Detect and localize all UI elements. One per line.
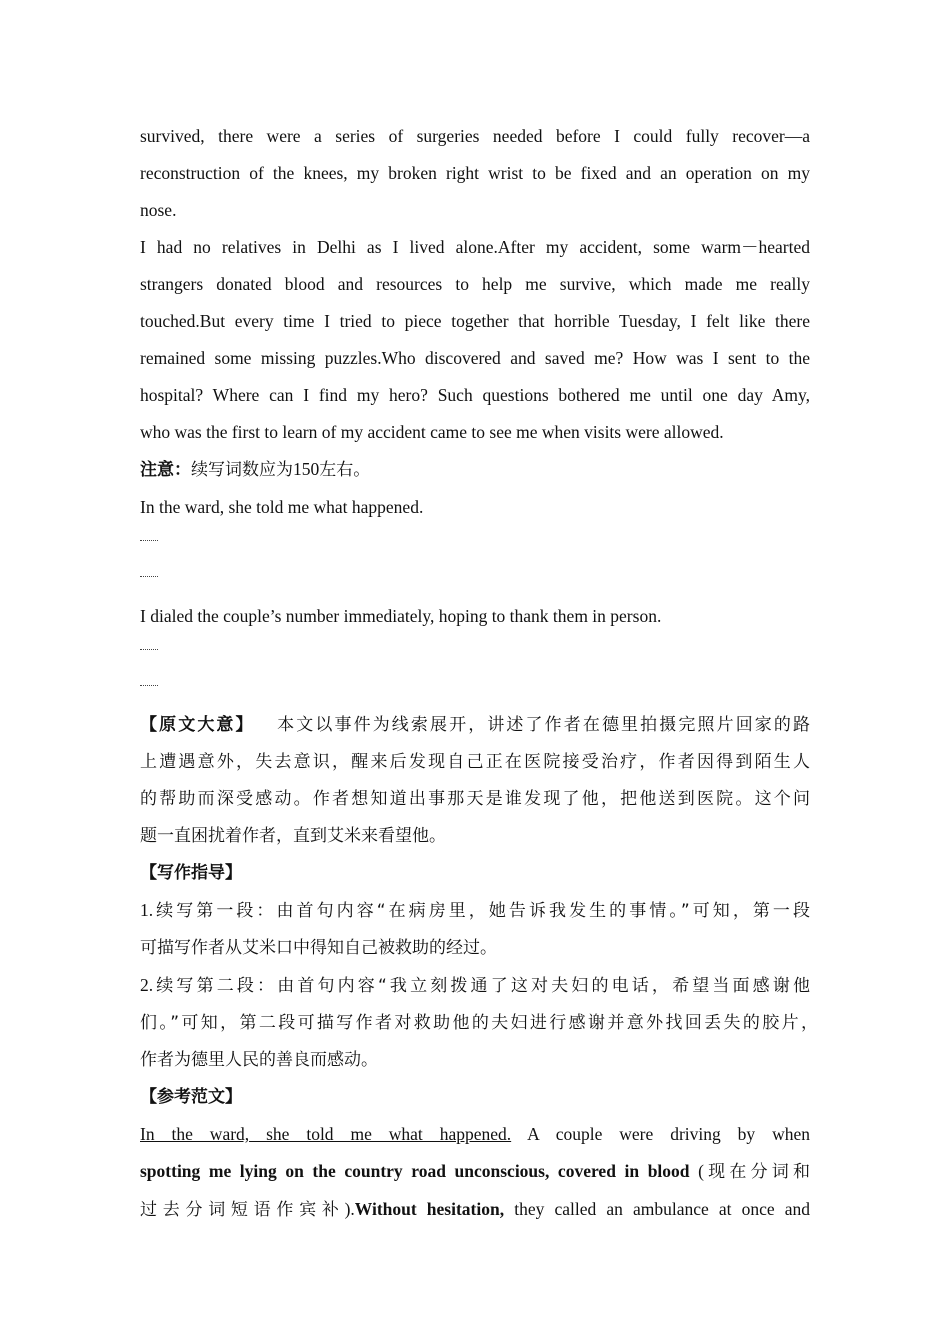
summary-section bbox=[140, 707, 810, 855]
summary-line: 上遭遇意外，失去意识，醒来后发现自己正在医院接受治疗，作者因得到陌生人 bbox=[140, 752, 810, 772]
prompt-second: I dialed the couple’s number immediately, hoping to thank them in person. bbox=[140, 606, 662, 626]
guide-heading: 【写作指导】 bbox=[140, 863, 242, 883]
answer-line-mark bbox=[140, 540, 158, 541]
guide-item-text: 续写第二段：由首句内容“我立刻拨通了这对夫妇的电话，希望当面感谢他 bbox=[153, 976, 810, 996]
answer-line-mark bbox=[140, 685, 158, 686]
text-line: nose. bbox=[140, 200, 177, 220]
note-label: 注意： bbox=[140, 460, 191, 480]
sample-line bbox=[140, 1191, 810, 1229]
sample-bold-phrase: spotting me lying on the country road unconscious, covered in blood bbox=[140, 1161, 690, 1181]
text-line: who was the first to learn of my accident came to see me when visits were allowed. bbox=[140, 422, 724, 442]
sample-line bbox=[140, 1153, 810, 1191]
story-paragraph-1 bbox=[140, 118, 810, 229]
prompt-first: In the ward, she told me what happened. bbox=[140, 497, 424, 517]
summary-line: 题一直困扰着作者，直到艾米来看望他。 bbox=[140, 826, 446, 846]
guide-item-2-line: 作者为德里人民的善良而感动。 bbox=[140, 1050, 378, 1070]
answer-line[interactable] bbox=[140, 671, 810, 707]
sample-heading: 【参考范文】 bbox=[140, 1087, 242, 1107]
guide-item-number: 2. bbox=[140, 975, 154, 995]
text-line: remained some missing puzzles.Who discovered and saved me? How was I sent to the bbox=[140, 348, 810, 368]
sample-text: they called an ambulance at once and bbox=[504, 1199, 810, 1219]
note-text-after: 左右。 bbox=[319, 460, 371, 480]
sample-annotation: 现在分词和 bbox=[703, 1162, 811, 1182]
sample-text: ( bbox=[689, 1161, 704, 1181]
text-line: survived, there were a series of surgeries needed before I could fully recover—a bbox=[140, 126, 810, 146]
answer-line[interactable] bbox=[140, 526, 810, 562]
story-paragraph-2 bbox=[140, 229, 810, 451]
answer-line-mark bbox=[140, 649, 158, 650]
document-page bbox=[140, 118, 818, 1229]
text-line: touched.But every time I tried to piece together that horrible Tuesday, I felt like there bbox=[140, 311, 810, 331]
guide-item-1-line bbox=[140, 892, 810, 930]
sample-text: ). bbox=[344, 1199, 355, 1219]
guide-item-text: 续写第一段：由首句内容“在病房里，她告诉我发生的事情。”可知，第一段 bbox=[153, 901, 810, 921]
summary-heading: 【原文大意】 bbox=[140, 715, 255, 735]
summary-line: 的帮助而深受感动。作者想知道出事那天是谁发现了他，把他送到医院。这个问 bbox=[140, 789, 810, 809]
guide-item-2-line bbox=[140, 967, 810, 1005]
sample-underlined-prompt: In the ward, she told me what happened. bbox=[140, 1124, 512, 1144]
answer-line[interactable] bbox=[140, 635, 810, 671]
word-count-note bbox=[140, 451, 810, 489]
text-line: hospital? Where can I find my hero? Such questions bothered me until one day Amy, bbox=[140, 385, 810, 405]
sample-bold-phrase: Without hesitation, bbox=[354, 1199, 505, 1219]
guide-item-1-line: 可描写作者从艾米口中得知自己被救助的经过。 bbox=[140, 938, 497, 958]
answer-line[interactable] bbox=[140, 562, 810, 598]
guide-item-number: 1. bbox=[140, 900, 154, 920]
answer-line-mark bbox=[140, 576, 158, 577]
sample-line bbox=[140, 1116, 810, 1153]
summary-line bbox=[140, 707, 810, 744]
text-line: strangers donated blood and resources to help me survive, which made me really bbox=[140, 274, 810, 294]
guide-section bbox=[140, 855, 818, 1079]
summary-text: 本文以事件为线索展开，讲述了作者在德里拍摄完照片回家的路 bbox=[277, 715, 811, 735]
sample-section bbox=[140, 1079, 810, 1229]
text-line: reconstruction of the knees, my broken right wrist to be fixed and an operation on my bbox=[140, 163, 810, 183]
sample-text: A couple were driving by when bbox=[511, 1124, 810, 1144]
note-text-before: 续写词数应为 bbox=[191, 460, 293, 480]
guide-item-2-line: 们。”可知，第二段可描写作者对救助他的夫妇进行感谢并意外找回丢失的胶片， bbox=[140, 1013, 818, 1033]
text-line: I had no relatives in Delhi as I lived alone.After my accident, some warm－hearted bbox=[140, 237, 810, 257]
sample-annotation: 过去分词短语作宾补 bbox=[140, 1200, 345, 1220]
note-number: 150 bbox=[293, 459, 320, 479]
